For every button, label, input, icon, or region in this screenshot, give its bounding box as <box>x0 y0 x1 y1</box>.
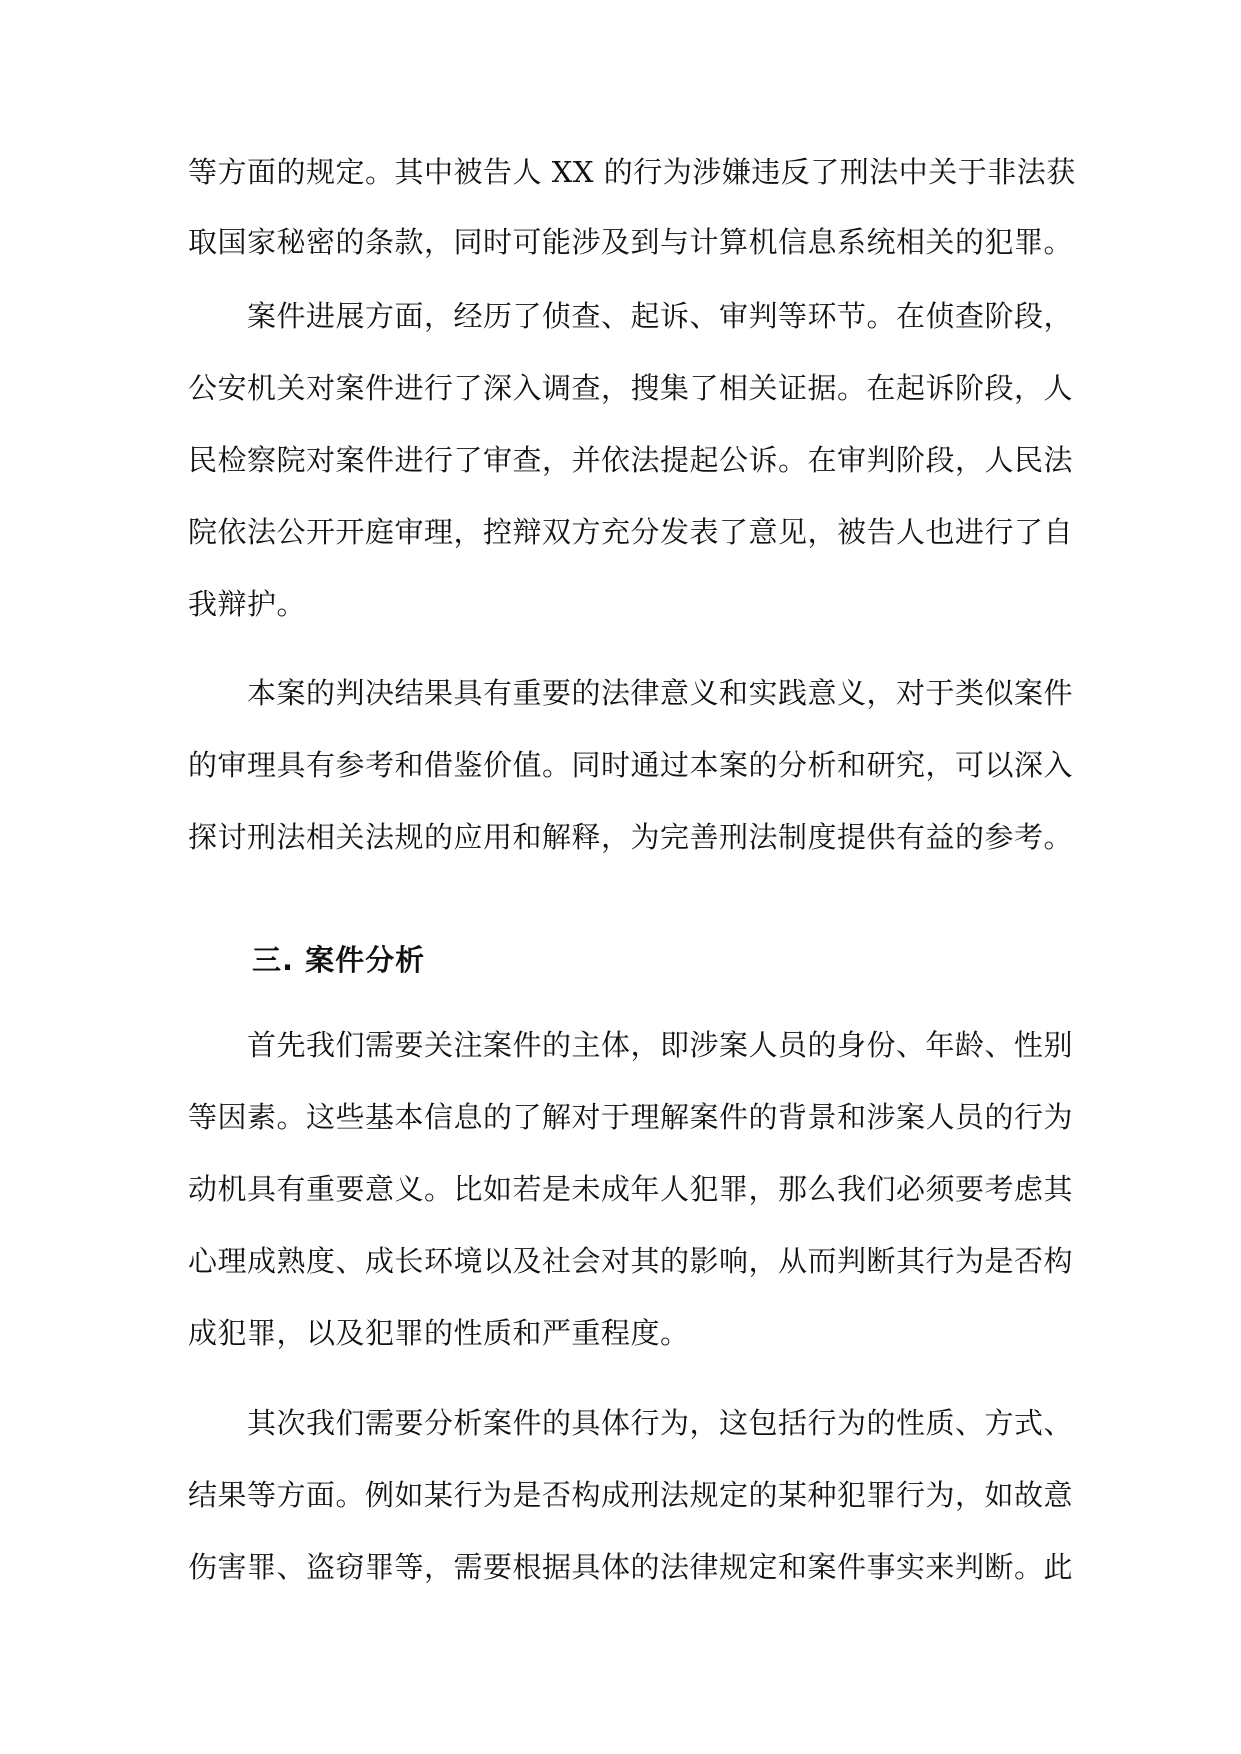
paragraph-line: 成犯罪，以及犯罪的性质和严重程度。 <box>188 1316 690 1350</box>
paragraph-line: 民检察院对案件进行了审查，并依法提起公诉。在审判阶段，人民法 <box>188 443 1074 477</box>
section-heading: 三. 案件分析 <box>252 943 426 977</box>
paragraph-line: 其次我们需要分析案件的具体行为，这包括行为的性质、方式、 <box>247 1406 1074 1440</box>
paragraph-line: 案件进展方面，经历了侦查、起诉、审判等环节。在侦查阶段， <box>247 299 1074 333</box>
paragraph-line: 本案的判决结果具有重要的法律意义和实践意义，对于类似案件 <box>247 676 1074 710</box>
paragraph-line: 我辩护。 <box>188 587 307 621</box>
paragraph-line: 动机具有重要意义。比如若是未成年人犯罪，那么我们必须要考虑其 <box>188 1172 1074 1206</box>
paragraph-line: 心理成熟度、成长环境以及社会对其的影响，从而判断其行为是否构 <box>188 1244 1074 1278</box>
paragraph-line: 伤害罪、盗窃罪等，需要根据具体的法律规定和案件事实来判断。此 <box>188 1550 1074 1584</box>
paragraph-line: 取国家秘密的条款，同时可能涉及到与计算机信息系统相关的犯罪。 <box>188 225 1074 259</box>
paragraph-line: 首先我们需要关注案件的主体，即涉案人员的身份、年龄、性别 <box>247 1028 1074 1062</box>
paragraph-line: 结果等方面。例如某行为是否构成刑法规定的某种犯罪行为，如故意 <box>188 1478 1074 1512</box>
paragraph-line: 等方面的规定。其中被告人 XX 的行为涉嫌违反了刑法中关于非法获 <box>188 155 1076 189</box>
paragraph-line: 公安机关对案件进行了深入调查，搜集了相关证据。在起诉阶段，人 <box>188 371 1074 405</box>
paragraph-line: 院依法公开开庭审理，控辩双方充分发表了意见，被告人也进行了自 <box>188 515 1074 549</box>
paragraph-line: 等因素。这些基本信息的了解对于理解案件的背景和涉案人员的行为 <box>188 1100 1074 1134</box>
paragraph-line: 的审理具有参考和借鉴价值。同时通过本案的分析和研究，可以深入 <box>188 748 1074 782</box>
paragraph-line: 探讨刑法相关法规的应用和解释，为完善刑法制度提供有益的参考。 <box>188 820 1074 854</box>
